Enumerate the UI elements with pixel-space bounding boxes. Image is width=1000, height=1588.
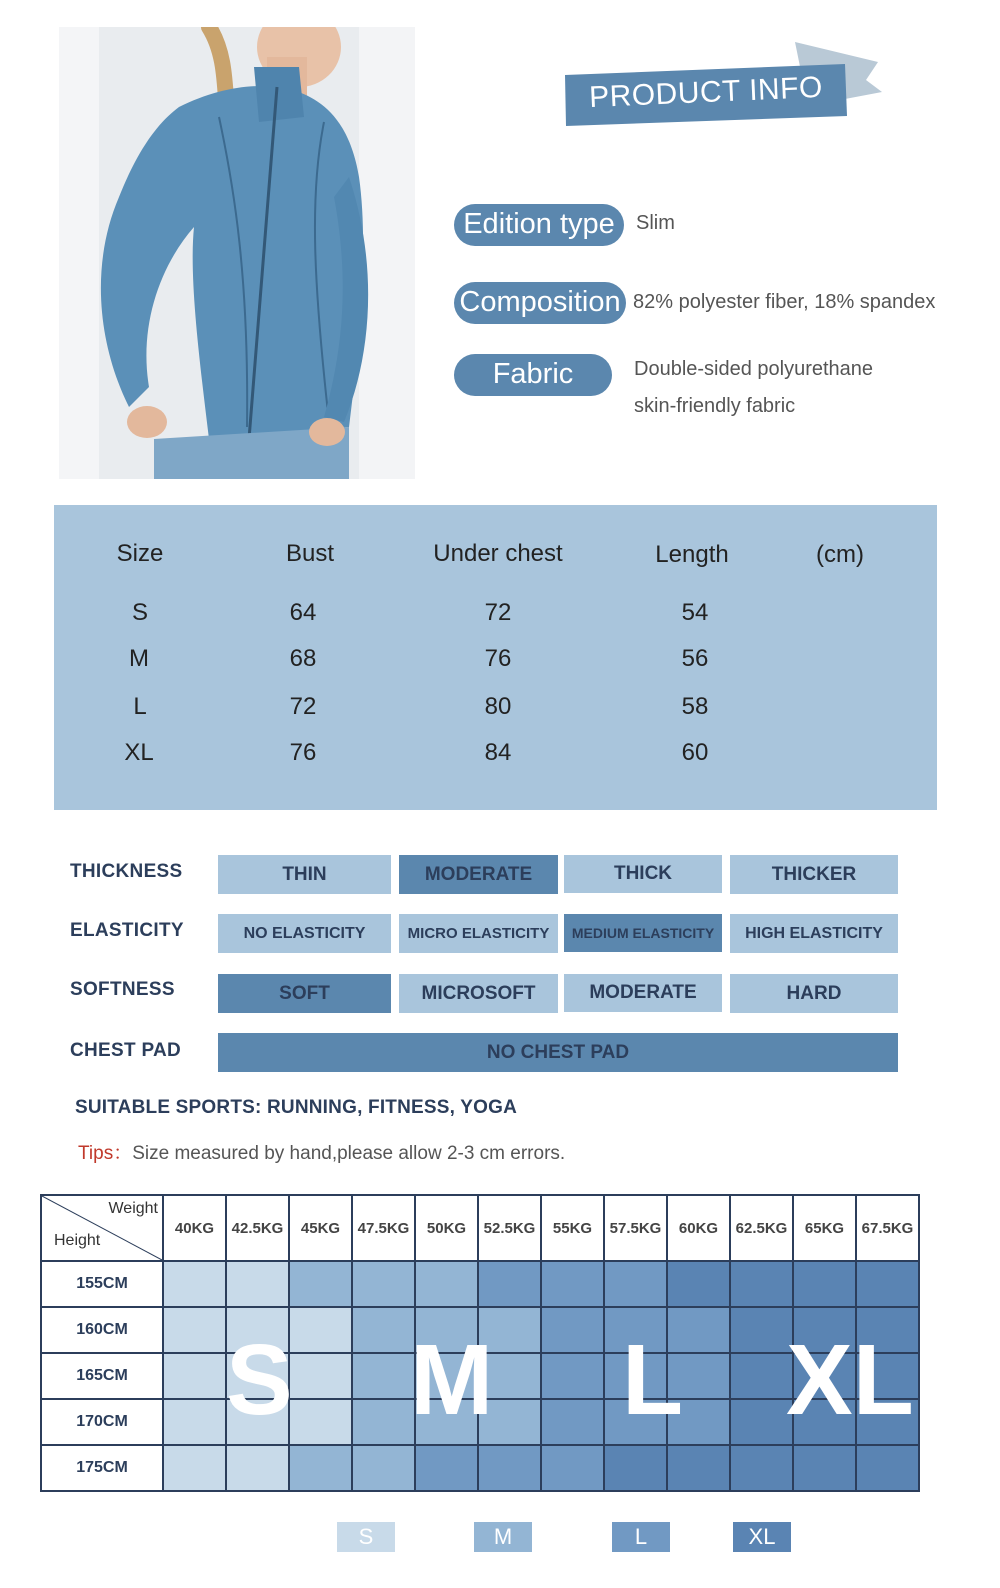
grid-cell [289, 1353, 352, 1399]
legend-m: M [474, 1522, 532, 1552]
grid-cell [667, 1445, 730, 1491]
length-cell: 54 [681, 599, 709, 626]
grid-cell [415, 1445, 478, 1491]
weight-header: 62.5KG [730, 1195, 793, 1261]
grid-cell [541, 1399, 604, 1445]
under-chest-header: Under chest [433, 540, 563, 567]
tips-label: Tips： [78, 1143, 133, 1164]
weight-header: 57.5KG [604, 1195, 667, 1261]
softness-option: MODERATE [564, 974, 722, 1012]
length-cell: 60 [681, 739, 709, 766]
legend-l: L [612, 1522, 670, 1552]
weight-header: 50KG [415, 1195, 478, 1261]
fabric-label: Fabric [454, 354, 612, 396]
grid-cell [352, 1445, 415, 1491]
size-letter-m: M [410, 1324, 494, 1436]
length-header: Length [655, 541, 729, 568]
grid-cell [226, 1445, 289, 1491]
tips [78, 1138, 565, 1165]
size-letter-xl: XL [786, 1324, 914, 1436]
elasticity-option: HIGH ELASTICITY [730, 914, 898, 953]
grid-cell [352, 1353, 415, 1399]
height-header: 160CM [41, 1307, 163, 1353]
grid-corner [41, 1195, 163, 1261]
size-letter-l: L [622, 1324, 684, 1436]
composition-value: 82% polyester fiber, 18% spandex [633, 291, 936, 313]
height-axis-label: Height [54, 1232, 101, 1249]
height-header: 165CM [41, 1353, 163, 1399]
grid-cell [856, 1445, 919, 1491]
thickness-option-selected: MODERATE [399, 855, 558, 894]
under-chest-cell: 80 [484, 693, 512, 720]
grid-cell [352, 1399, 415, 1445]
size-cell: L [133, 693, 147, 720]
softness-option: MICROSOFT [399, 974, 558, 1013]
grid-cell [730, 1353, 793, 1399]
weight-header: 47.5KG [352, 1195, 415, 1261]
grid-cell [478, 1261, 541, 1307]
tips-text: Size measured by hand,please allow 2-3 cm errors. [132, 1143, 566, 1164]
grid-cell [541, 1353, 604, 1399]
length-cell: 58 [681, 693, 709, 720]
grid-cell [793, 1261, 856, 1307]
composition-label: Composition [454, 282, 626, 324]
grid-cell [289, 1261, 352, 1307]
bust-header: Bust [285, 540, 335, 567]
grid-cell [415, 1261, 478, 1307]
grid-cell [226, 1261, 289, 1307]
bust-cell: 76 [289, 739, 317, 766]
size-header: Size [116, 540, 164, 567]
height-header: 175CM [41, 1445, 163, 1491]
weight-header: 40KG [163, 1195, 226, 1261]
grid-cell [541, 1445, 604, 1491]
suitable-sports: SUITABLE SPORTS: RUNNING, FITNESS, YOGA [75, 1097, 518, 1118]
thickness-option: THIN [218, 855, 391, 894]
elasticity-option: NO ELASTICITY [218, 914, 391, 953]
thickness-option: THICKER [730, 855, 898, 894]
grid-cell [478, 1445, 541, 1491]
softness-option-selected: SOFT [218, 974, 391, 1013]
softness-label: SOFTNESS [70, 979, 175, 1000]
grid-cell [856, 1261, 919, 1307]
height-header: 170CM [41, 1399, 163, 1445]
thickness-option: THICK [564, 855, 722, 893]
grid-cell [289, 1399, 352, 1445]
bust-cell: 68 [289, 645, 317, 672]
elasticity-option: MICRO ELASTICITY [399, 914, 558, 953]
grid-cell [352, 1307, 415, 1353]
grid-cell [163, 1353, 226, 1399]
grid-cell [163, 1399, 226, 1445]
product-photo [59, 27, 415, 479]
elasticity-option-selected: MEDIUM ELASTICITY [564, 914, 722, 952]
weight-header: 45KG [289, 1195, 352, 1261]
weight-header: 42.5KG [226, 1195, 289, 1261]
height-header: 155CM [41, 1261, 163, 1307]
chest-pad-option-selected: NO CHEST PAD [218, 1033, 898, 1072]
size-cell: XL [124, 739, 154, 766]
bust-cell: 64 [289, 599, 317, 626]
edition-type-label: Edition type [454, 204, 624, 246]
softness-option: HARD [730, 974, 898, 1013]
weight-header: 67.5KG [856, 1195, 919, 1261]
grid-cell [163, 1261, 226, 1307]
legend-s: S [337, 1522, 395, 1552]
product-info-title: PRODUCT INFO [588, 70, 824, 115]
grid-cell [541, 1307, 604, 1353]
unit-header: (cm) [816, 541, 864, 568]
grid-cell [730, 1307, 793, 1353]
grid-cell [163, 1307, 226, 1353]
size-cell: M [129, 645, 149, 672]
grid-cell [730, 1445, 793, 1491]
weight-header: 65KG [793, 1195, 856, 1261]
grid-cell [793, 1445, 856, 1491]
under-chest-cell: 72 [484, 599, 512, 626]
grid-cell [163, 1445, 226, 1491]
weight-header: 55KG [541, 1195, 604, 1261]
elasticity-label: ELASTICITY [70, 920, 184, 941]
weight-header: 60KG [667, 1195, 730, 1261]
weight-header: 52.5KG [478, 1195, 541, 1261]
size-letter-s: S [226, 1324, 293, 1436]
grid-cell [730, 1399, 793, 1445]
under-chest-cell: 76 [484, 645, 512, 672]
grid-cell [352, 1261, 415, 1307]
grid-cell [604, 1445, 667, 1491]
grid-cell [289, 1445, 352, 1491]
fabric-value-line1: Double-sided polyurethane [634, 358, 874, 380]
legend-xl: XL [733, 1522, 791, 1552]
grid-cell [289, 1307, 352, 1353]
fabric-value-line2: skin-friendly fabric [634, 395, 796, 417]
bust-cell: 72 [289, 693, 317, 720]
chest-pad-label: CHEST PAD [70, 1040, 182, 1061]
grid-cell [730, 1261, 793, 1307]
edition-type-value: Slim [636, 212, 675, 234]
grid-cell [667, 1261, 730, 1307]
under-chest-cell: 84 [484, 739, 512, 766]
size-cell: S [131, 599, 148, 626]
grid-cell [541, 1261, 604, 1307]
grid-cell [604, 1261, 667, 1307]
thickness-label: THICKNESS [70, 861, 183, 882]
length-cell: 56 [681, 645, 709, 672]
weight-axis-label: Weight [108, 1200, 158, 1217]
